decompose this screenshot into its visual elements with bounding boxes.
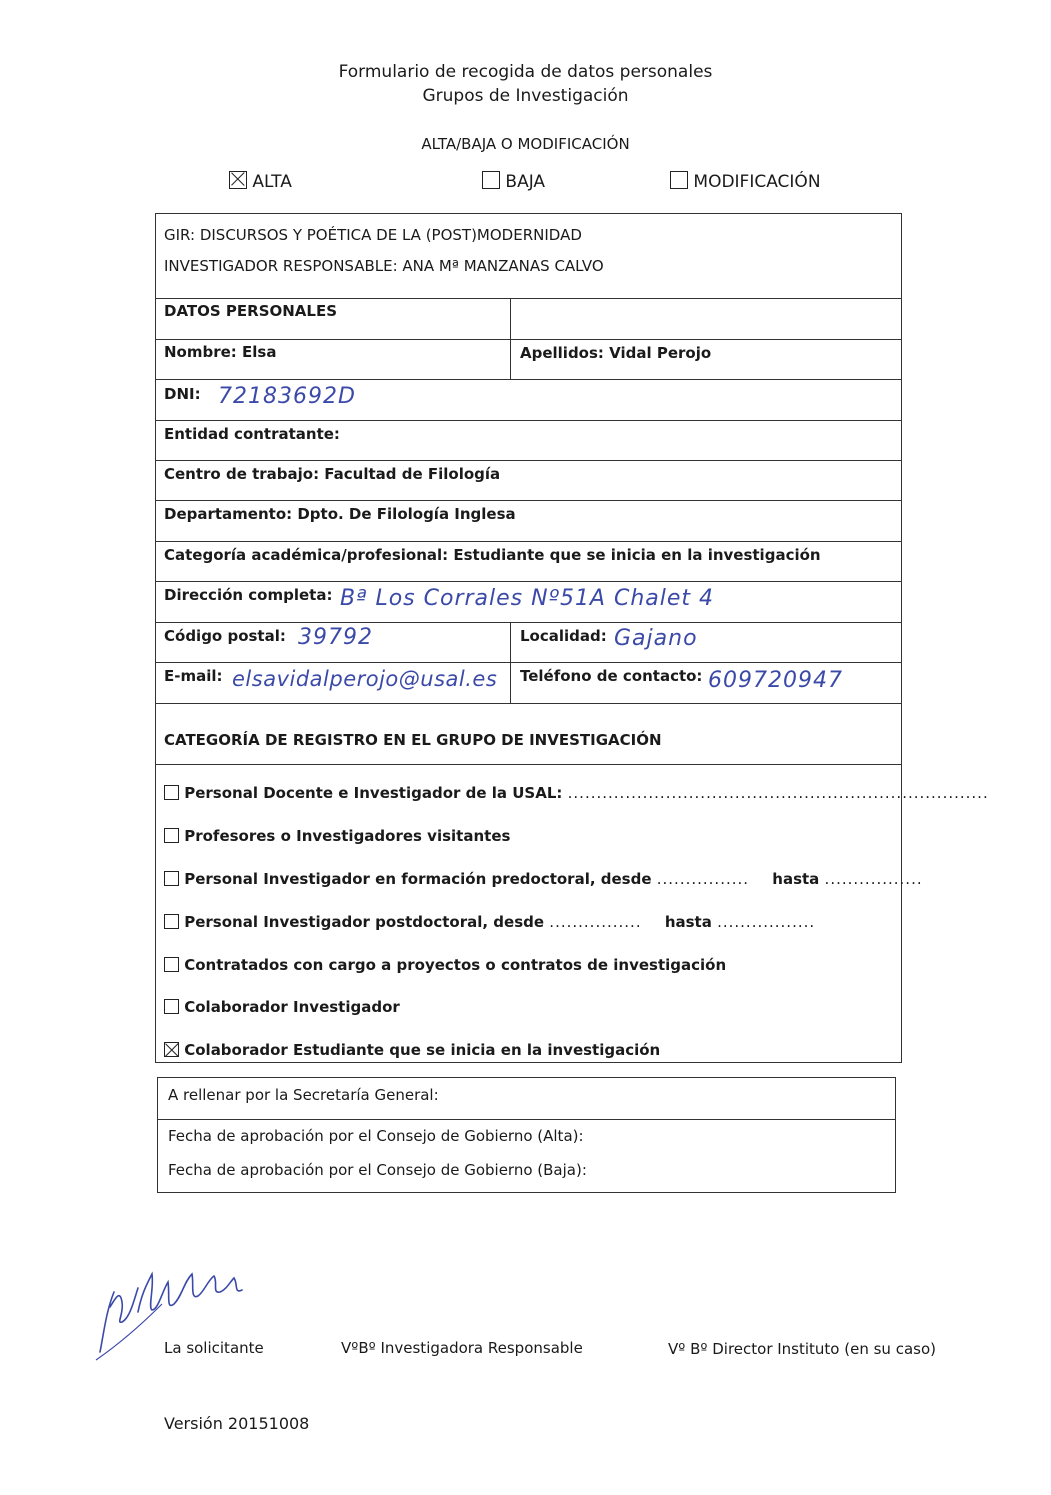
divider (155, 379, 902, 380)
registro-item-predoctoral[interactable] (164, 870, 923, 888)
cp-value[interactable]: 39792 (298, 625, 373, 650)
modificacion-checkbox[interactable] (670, 171, 688, 189)
form-subtitle: Grupos de Investigación (422, 86, 629, 106)
pdi-checkbox[interactable] (164, 785, 179, 800)
postdoctoral-label: Personal Investigador postdoctoral, desde (184, 913, 545, 931)
colaborador-checkbox[interactable] (164, 999, 179, 1014)
divider (155, 339, 902, 340)
divider (155, 703, 902, 704)
contratados-label: Contratados con cargo a proyectos o contratos de investigación (184, 956, 727, 974)
postdoctoral-hasta: hasta (664, 913, 712, 931)
option-baja[interactable] (482, 171, 545, 192)
section-title: ALTA/BAJA O MODIFICACIÓN (421, 135, 630, 153)
predoctoral-label: Personal Investigador en formación predoctoral, desde (184, 870, 652, 888)
telefono-value[interactable]: 609720947 (708, 668, 843, 693)
pdi-dots: ......................................................................... (567, 784, 989, 802)
gir-label: GIR: DISCURSOS Y POÉTICA DE LA (POST)MODERNIDAD (164, 226, 582, 244)
email-value[interactable]: elsavidalperojo@usal.es (232, 667, 498, 691)
dni-label: DNI: (164, 385, 201, 403)
predoctoral-hasta: hasta (772, 870, 820, 888)
column-divider (510, 622, 511, 703)
form-title: Formulario de recogida de datos personales (338, 62, 713, 82)
secretaria-heading: A rellenar por la Secretaría General: (168, 1086, 439, 1104)
contratados-checkbox[interactable] (164, 957, 179, 972)
registro-item-postdoctoral[interactable] (164, 913, 815, 931)
divider (155, 541, 902, 542)
registro-item-pdi[interactable] (164, 784, 989, 802)
modificacion-label: MODIFICACIÓN (693, 172, 821, 192)
baja-checkbox[interactable] (482, 171, 500, 189)
responsable-label: INVESTIGADOR RESPONSABLE: ANA Mª MANZANAS CALVO (164, 257, 604, 275)
nombre-field[interactable]: Nombre: Elsa (164, 343, 277, 361)
registro-item-colaborador[interactable] (164, 998, 400, 1016)
divider (155, 500, 902, 501)
visitantes-checkbox[interactable] (164, 828, 179, 843)
centro-field[interactable]: Centro de trabajo: Facultad de Filología (164, 465, 501, 483)
postdoctoral-desde-dots: ................ (549, 913, 642, 931)
colaborador-label: Colaborador Investigador (184, 998, 400, 1016)
alta-checkbox[interactable] (229, 171, 247, 189)
registro-item-contratados[interactable] (164, 956, 726, 974)
registro-heading: CATEGORÍA DE REGISTRO EN EL GRUPO DE INVESTIGACIÓN (164, 731, 662, 749)
divider (155, 460, 902, 461)
fecha-baja-field[interactable]: Fecha de aprobación por el Consejo de Gobierno (Baja): (168, 1161, 587, 1179)
option-alta[interactable] (229, 171, 292, 192)
estudiante-checkbox[interactable] (164, 1042, 179, 1057)
datos-personales-heading: DATOS PERSONALES (164, 302, 338, 320)
predoctoral-desde-dots: ................ (656, 870, 750, 888)
dni-value[interactable]: 72183692D (218, 384, 356, 409)
divider (155, 662, 902, 663)
localidad-value[interactable]: Gajano (614, 626, 698, 651)
entidad-field[interactable]: Entidad contratante: (164, 425, 340, 443)
version-label: Versión 20151008 (164, 1414, 310, 1433)
departamento-field[interactable]: Departamento: Dpto. De Filología Inglesa (164, 505, 516, 523)
predoctoral-checkbox[interactable] (164, 871, 179, 886)
solicitante-label: La solicitante (164, 1339, 264, 1357)
divider (155, 420, 902, 421)
option-modificacion[interactable] (670, 171, 821, 192)
cp-label: Código postal: (164, 627, 286, 645)
direccion-label: Dirección completa: (164, 586, 333, 604)
alta-label: ALTA (252, 172, 292, 192)
postdoctoral-checkbox[interactable] (164, 914, 179, 929)
divider (155, 298, 902, 299)
registro-item-visitantes[interactable] (164, 827, 510, 845)
column-divider (510, 298, 511, 379)
apellidos-field[interactable]: Apellidos: Vidal Perojo (520, 344, 712, 362)
baja-label: BAJA (505, 172, 546, 192)
postdoctoral-hasta-dots: ................. (717, 913, 816, 931)
email-label: E-mail: (164, 667, 223, 685)
visitantes-label: Profesores o Investigadores visitantes (184, 827, 511, 845)
pdi-label: Personal Docente e Investigador de la USAL: (184, 784, 563, 802)
fecha-alta-field[interactable]: Fecha de aprobación por el Consejo de Gobierno (Alta): (168, 1127, 584, 1145)
registro-item-estudiante[interactable] (164, 1041, 660, 1059)
divider (155, 764, 902, 765)
categoria-field[interactable]: Categoría académica/profesional: Estudiante que se inicia en la investigación (164, 546, 821, 564)
divider (157, 1119, 896, 1120)
telefono-label: Teléfono de contacto: (520, 667, 703, 685)
localidad-label: Localidad: (520, 627, 607, 645)
predoctoral-hasta-dots: ................. (824, 870, 923, 888)
investigadora-label: VºBº Investigadora Responsable (341, 1339, 583, 1357)
director-label: Vº Bº Director Instituto (en su caso) (668, 1340, 936, 1358)
estudiante-label: Colaborador Estudiante que se inicia en la investigación (184, 1041, 661, 1059)
divider (155, 581, 902, 582)
divider (155, 622, 902, 623)
direccion-value[interactable]: Bª Los Corrales Nº51A Chalet 4 (340, 586, 715, 611)
